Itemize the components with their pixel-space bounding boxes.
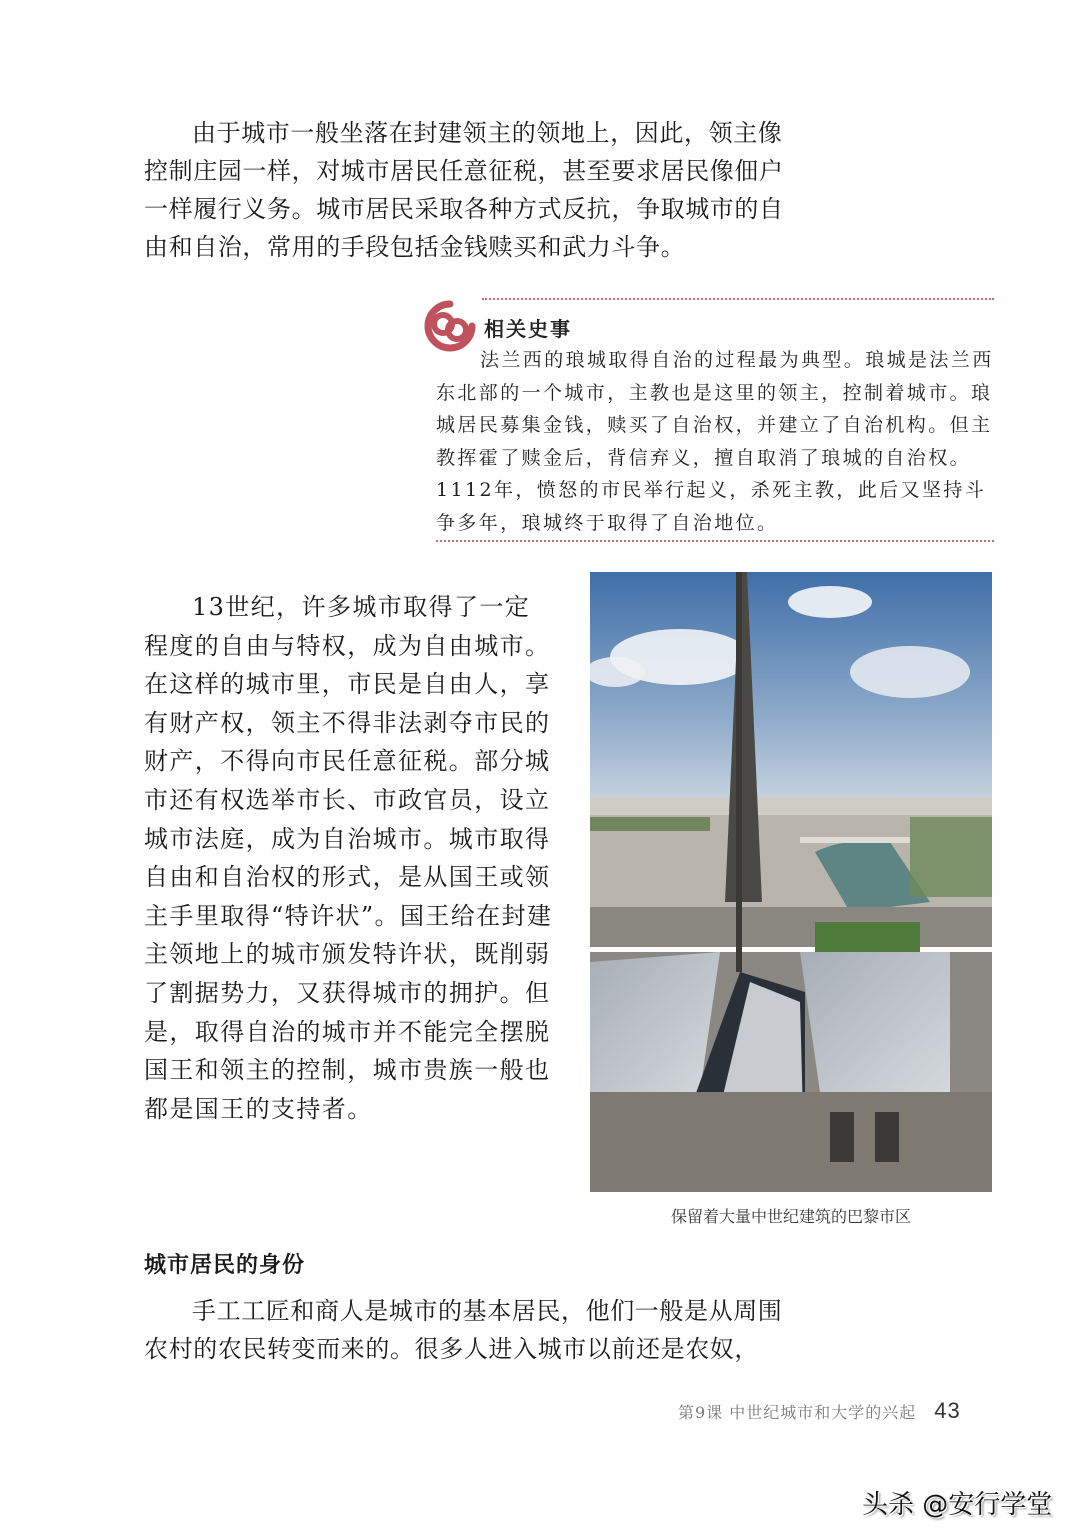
watermark: 头杀 @安行学堂 [862, 1490, 1053, 1520]
section-heading: 城市居民的身份 [144, 1253, 306, 1278]
lesson-title: 第9课 中世纪城市和大学的兴起 [678, 1403, 917, 1422]
page-number: 43 [934, 1398, 961, 1423]
sidebar-text: 法兰西的琅城取得自治的过程最为典型。琅城是法兰西东北部的一个城市，主教也是这里的领主，控制着城市。琅城居民募集金钱，赎买了自治权，并建立了自治机构。但主教挥霍了赎金后，背信弃义，擅自取消了琅城的自治权。1112年，愤怒的市民举行起义，杀死主教，此后又坚持斗争多年，琅城终于取得了自治地位。 [436, 349, 994, 534]
sidebar-top-divider [482, 298, 994, 300]
page-footer [678, 1398, 961, 1424]
main-paragraph: 13世纪，许多城市取得了一定程度的自由与特权，成为自由城市。在这样的城市里，市民是自由人，享有财产权，领主不得非法剥夺市民的财产，不得向市民任意征税。部分城市还有权选举市长、市政官员，设立城市法庭，成为自治城市。城市取得自由和自治权的形式，是从国王或领主手里取得“特许状”。国王给在封建主领地上的城市颁发特许状，既削弱了割据势力，又获得城市的拥护。但是，取得自治的城市并不能完全摆脱国王和领主的控制，城市贵族一般也都是国王的支持者。 [144, 593, 553, 1123]
paris-photo [590, 572, 992, 1192]
sidebar-bottom-divider [436, 540, 994, 542]
sidebar-title: 相关史事 [484, 317, 572, 341]
intro-paragraph: 由于城市一般坐落在封建领主的领地上，因此，领主像控制庄园一样，对城市居民任意征税，甚至要求居民像佃户一样履行义务。城市居民采取各种方式反抗，争取城市的自由和自治，常用的手段包括金钱赎买和武力斗争。 [144, 119, 784, 261]
section-paragraph: 手工工匠和商人是城市的基本居民，他们一般是从周围农村的农民转变而来的。很多人进入城市以前还是农奴， [144, 1297, 783, 1363]
photo-caption: 保留着大量中世纪建筑的巴黎市区 [670, 1207, 911, 1226]
